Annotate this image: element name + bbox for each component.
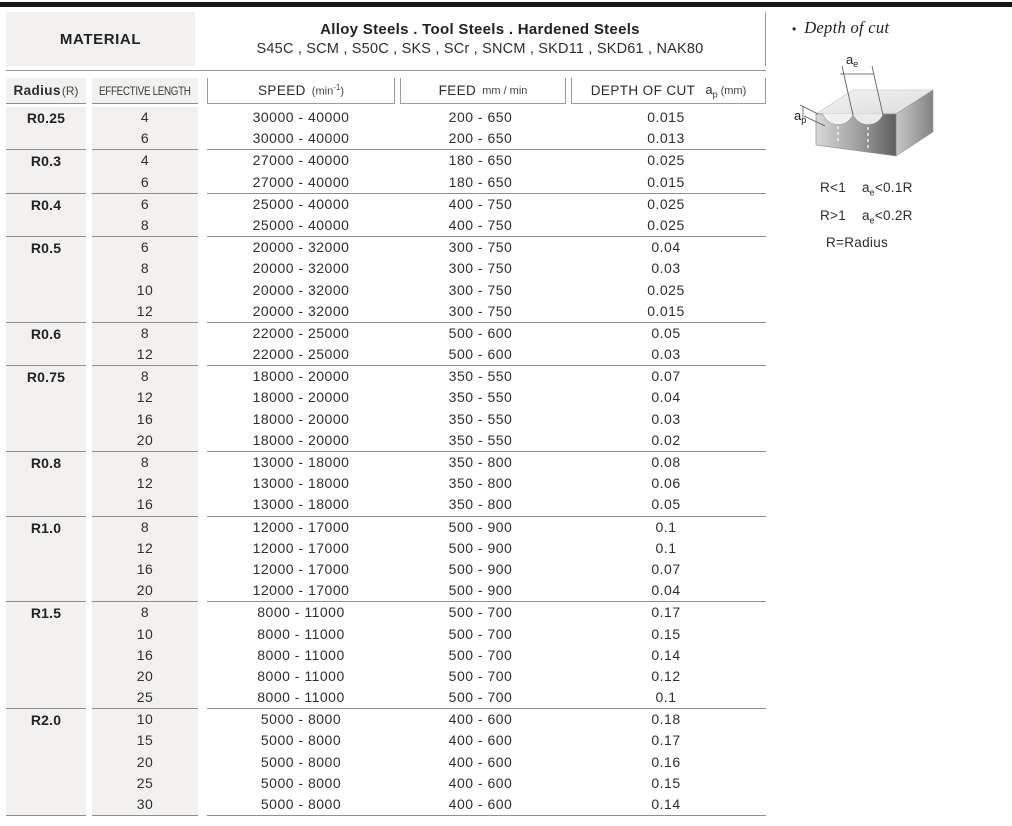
feed-cell: 350 - 800 xyxy=(448,454,513,470)
note-r-less-1: R<1 $a_e<0.1R$ xyxy=(820,180,913,198)
depth-of-cut-cell: 0.1 xyxy=(655,539,677,556)
effective-length-cell: 16 xyxy=(136,646,154,663)
table-row xyxy=(207,752,766,773)
feed-cell: 200 - 650 xyxy=(448,130,513,147)
radius-group xyxy=(6,365,766,451)
effective-length-cell: 10 xyxy=(136,281,154,298)
effective-length-cell: 8 xyxy=(140,604,150,621)
effective-length-column xyxy=(92,236,198,322)
column-header-feed: FEED mm / min xyxy=(400,78,566,104)
column-gap xyxy=(198,149,207,192)
feed-cell: 300 - 750 xyxy=(448,239,513,256)
table-row xyxy=(207,580,766,601)
column-gap xyxy=(198,516,207,602)
material-steel-types: Alloy Steels . Tool Steels . Hardened Steels xyxy=(320,21,640,38)
radius-group xyxy=(6,236,766,322)
effective-length-cell: 8 xyxy=(140,260,150,277)
table-row xyxy=(207,666,766,687)
speed-cell: 8000 - 11000 xyxy=(257,604,345,621)
depth-of-cut-cell: 0.16 xyxy=(651,753,681,770)
feed-cell: 500 - 900 xyxy=(448,582,513,599)
feed-cell: 400 - 750 xyxy=(448,216,513,233)
depth-of-cut-cell: 0.013 xyxy=(647,130,685,147)
feed-cell: 350 - 550 xyxy=(448,431,513,448)
effective-length-cell: 4 xyxy=(140,109,150,125)
speed-cell: 12000 - 17000 xyxy=(252,539,350,556)
depth-of-cut-notes xyxy=(820,180,1008,225)
column-header-row xyxy=(6,78,766,104)
table-row xyxy=(207,215,766,236)
feed-cell: 400 - 600 xyxy=(448,711,513,728)
speed-cell: 8000 - 11000 xyxy=(257,689,345,706)
table-body xyxy=(6,107,766,817)
speed-cell: 5000 - 8000 xyxy=(260,796,342,812)
radius-cell: R2.0 xyxy=(6,708,86,815)
depth-of-cut-cell: 0.015 xyxy=(647,173,685,190)
table-row xyxy=(207,494,766,515)
radius-cell: R1.5 xyxy=(6,601,86,708)
speed-cell: 18000 - 20000 xyxy=(252,410,350,427)
table-row xyxy=(207,323,766,344)
effective-length-cell: 12 xyxy=(136,389,154,406)
depth-of-cut-cell: 0.1 xyxy=(655,689,677,706)
effective-length-cell: 20 xyxy=(136,582,154,599)
effective-length-cell: 6 xyxy=(140,130,150,147)
material-label: MATERIAL xyxy=(6,12,195,66)
depth-of-cut-diagram xyxy=(794,52,954,170)
speed-cell: 8000 - 11000 xyxy=(257,667,345,684)
effective-length-cell: 8 xyxy=(140,216,150,233)
table-row xyxy=(207,344,766,365)
effective-length-cell: 25 xyxy=(136,689,154,706)
effective-length-cell: 12 xyxy=(136,475,154,492)
feed-cell: 300 - 750 xyxy=(448,281,513,298)
feed-cell: 180 - 650 xyxy=(448,152,513,169)
table-row xyxy=(207,794,766,815)
depth-of-cut-cell: 0.02 xyxy=(651,431,681,448)
depth-of-cut-cell: 0.15 xyxy=(651,625,681,642)
radius-group xyxy=(6,149,766,192)
speed-cell: 12000 - 17000 xyxy=(252,582,350,599)
feed-cell: 400 - 750 xyxy=(448,195,513,212)
speed-cell: 8000 - 11000 xyxy=(257,625,345,642)
data-columns xyxy=(207,193,766,236)
depth-of-cut-cell: 0.18 xyxy=(651,711,681,728)
depth-of-cut-cell: 0.03 xyxy=(651,260,681,277)
table-row xyxy=(207,624,766,645)
speed-cell: 5000 - 8000 xyxy=(260,774,342,791)
material-steel-grades: S45C , SCM , S50C , SKS , SCr , SNCM , SKD11 , SKD61 , NAK80 xyxy=(256,41,704,57)
column-header-depth-of-cut: DEPTH OF CUT $a_p$ (mm) xyxy=(571,78,766,104)
radius-group xyxy=(6,107,766,149)
table-row xyxy=(207,538,766,559)
effective-length-cell: 10 xyxy=(136,625,154,642)
column-gap xyxy=(198,451,207,516)
depth-of-cut-cell: 0.04 xyxy=(651,389,681,406)
feed-cell: 500 - 700 xyxy=(448,646,513,663)
depth-of-cut-title: Depth of cut xyxy=(804,18,890,37)
feed-cell: 350 - 550 xyxy=(448,368,513,385)
table-row xyxy=(207,430,766,451)
material-header-row xyxy=(6,12,766,66)
effective-length-cell: 8 xyxy=(140,454,150,470)
speed-cell: 20000 - 32000 xyxy=(252,239,350,256)
feed-cell: 350 - 550 xyxy=(448,389,513,406)
ae-label: $a_e$ xyxy=(846,52,859,69)
radius-cell: R0.6 xyxy=(6,322,86,365)
material-values xyxy=(195,12,766,66)
data-columns xyxy=(207,149,766,192)
data-columns xyxy=(207,365,766,451)
radius-group xyxy=(6,193,766,236)
depth-of-cut-cell: 0.05 xyxy=(651,496,681,513)
speed-cell: 5000 - 8000 xyxy=(260,732,342,749)
speed-cell: 13000 - 18000 xyxy=(252,496,350,513)
effective-length-column xyxy=(92,601,198,708)
bullet-icon: • xyxy=(792,22,797,36)
feed-cell: 400 - 600 xyxy=(448,774,513,791)
effective-length-cell: 8 xyxy=(140,368,150,385)
column-gap xyxy=(198,107,207,149)
column-gap xyxy=(198,236,207,322)
effective-length-cell: 4 xyxy=(140,152,150,169)
feed-cell: 500 - 900 xyxy=(448,560,513,577)
depth-of-cut-cell: 0.025 xyxy=(647,281,685,298)
table-row xyxy=(207,301,766,322)
effective-length-cell: 6 xyxy=(140,195,150,212)
depth-of-cut-cell: 0.03 xyxy=(651,346,681,363)
feed-cell: 500 - 600 xyxy=(448,324,513,341)
feed-cell: 400 - 600 xyxy=(448,732,513,749)
radius-cell: R1.0 xyxy=(6,516,86,602)
table-row xyxy=(207,107,766,128)
depth-of-cut-cell: 0.17 xyxy=(651,604,681,621)
effective-length-cell: 8 xyxy=(140,518,150,535)
effective-length-cell: 20 xyxy=(136,667,154,684)
speed-cell: 20000 - 32000 xyxy=(252,281,350,298)
effective-length-cell: 20 xyxy=(136,431,154,448)
data-columns xyxy=(207,107,766,149)
radius-definition-note: R=Radius xyxy=(826,235,889,251)
effective-length-cell: 10 xyxy=(136,711,154,728)
effective-length-column xyxy=(92,516,198,602)
speed-cell: 25000 - 40000 xyxy=(252,195,350,212)
depth-of-cut-panel xyxy=(788,18,1008,250)
speed-cell: 18000 - 20000 xyxy=(252,431,350,448)
depth-of-cut-cell: 0.07 xyxy=(651,368,681,385)
note-r-greater-1: R>1 $a_e<0.2R$ xyxy=(820,207,913,226)
column-header-radius: Radius (R) xyxy=(6,78,86,104)
feed-cell: 180 - 650 xyxy=(448,173,513,190)
depth-of-cut-cell: 0.14 xyxy=(651,646,681,663)
feed-cell: 400 - 600 xyxy=(448,753,513,770)
effective-length-column xyxy=(92,107,198,149)
radius-cell: R0.3 xyxy=(6,149,86,192)
speed-cell: 18000 - 20000 xyxy=(252,368,350,385)
material-divider xyxy=(6,70,766,71)
effective-length-cell: 12 xyxy=(136,302,154,319)
depth-of-cut-cell: 0.025 xyxy=(647,152,685,169)
effective-length-cell: 6 xyxy=(140,173,150,190)
radius-group xyxy=(6,708,766,815)
feed-cell: 500 - 700 xyxy=(448,667,513,684)
radius-cell: R0.5 xyxy=(6,236,86,322)
effective-length-cell: 6 xyxy=(140,239,150,256)
feed-cell: 500 - 900 xyxy=(448,518,513,535)
table-row xyxy=(207,128,766,149)
feed-cell: 500 - 700 xyxy=(448,689,513,706)
table-row xyxy=(207,280,766,301)
depth-of-cut-heading xyxy=(788,18,1008,38)
table-row xyxy=(207,559,766,580)
radius-cell: R0.8 xyxy=(6,451,86,516)
data-columns xyxy=(207,322,766,365)
depth-of-cut-cell: 0.08 xyxy=(651,454,681,470)
feed-cell: 500 - 700 xyxy=(448,625,513,642)
data-columns xyxy=(207,708,766,815)
depth-of-cut-cell: 0.17 xyxy=(651,732,681,749)
data-columns xyxy=(207,451,766,516)
data-columns xyxy=(207,601,766,708)
feed-cell: 500 - 900 xyxy=(448,539,513,556)
effective-length-column xyxy=(92,322,198,365)
table-row xyxy=(207,387,766,408)
speed-cell: 27000 - 40000 xyxy=(252,173,350,190)
speed-cell: 25000 - 40000 xyxy=(252,216,350,233)
speed-cell: 20000 - 32000 xyxy=(252,260,350,277)
effective-length-cell: 16 xyxy=(136,560,154,577)
speed-cell: 12000 - 17000 xyxy=(252,560,350,577)
depth-of-cut-cell: 0.1 xyxy=(655,518,677,535)
column-gap xyxy=(198,322,207,365)
depth-of-cut-cell: 0.03 xyxy=(651,410,681,427)
speed-cell: 30000 - 40000 xyxy=(252,130,350,147)
effective-length-cell: 12 xyxy=(136,539,154,556)
table-row xyxy=(207,730,766,751)
feed-cell: 350 - 800 xyxy=(448,475,513,492)
radius-group xyxy=(6,601,766,708)
table-row xyxy=(207,194,766,215)
top-rule-bar xyxy=(0,2,1012,7)
table-row xyxy=(207,237,766,258)
speed-cell: 22000 - 25000 xyxy=(252,346,350,363)
table-row xyxy=(207,687,766,708)
speed-cell: 5000 - 8000 xyxy=(260,711,342,728)
depth-of-cut-cell: 0.015 xyxy=(647,109,685,125)
depth-of-cut-cell: 0.06 xyxy=(651,475,681,492)
column-header-effective-length: EFFECTIVE LENGTH xyxy=(92,78,198,104)
speed-cell: 5000 - 8000 xyxy=(260,753,342,770)
table-row xyxy=(207,366,766,387)
feed-cell: 350 - 800 xyxy=(448,496,513,513)
effective-length-column xyxy=(92,708,198,815)
effective-length-cell: 20 xyxy=(136,753,154,770)
effective-length-column xyxy=(92,451,198,516)
table-row xyxy=(207,602,766,623)
feed-cell: 350 - 550 xyxy=(448,410,513,427)
table-row xyxy=(207,773,766,794)
column-gap xyxy=(198,601,207,708)
effective-length-cell: 16 xyxy=(136,410,154,427)
cutting-conditions-table xyxy=(6,12,766,817)
speed-cell: 13000 - 18000 xyxy=(252,454,350,470)
speed-cell: 30000 - 40000 xyxy=(252,109,350,125)
effective-length-column xyxy=(92,193,198,236)
table-row xyxy=(207,473,766,494)
depth-of-cut-cell: 0.15 xyxy=(651,774,681,791)
effective-length-cell: 30 xyxy=(136,796,154,812)
data-columns xyxy=(207,516,766,602)
depth-of-cut-cell: 0.04 xyxy=(651,582,681,599)
speed-cell: 13000 - 18000 xyxy=(252,475,350,492)
table-row xyxy=(207,258,766,279)
effective-length-cell: 12 xyxy=(136,346,154,363)
radius-cell: R0.75 xyxy=(6,365,86,451)
feed-cell: 400 - 600 xyxy=(448,796,513,812)
radius-group xyxy=(6,451,766,516)
depth-of-cut-cell: 0.025 xyxy=(647,216,685,233)
speed-cell: 22000 - 25000 xyxy=(252,324,350,341)
depth-of-cut-cell: 0.07 xyxy=(651,560,681,577)
feed-cell: 500 - 700 xyxy=(448,604,513,621)
data-columns xyxy=(207,236,766,322)
depth-of-cut-cell: 0.04 xyxy=(651,239,681,256)
column-header-speed: SPEED $(\min^{-1})$ xyxy=(207,78,395,104)
depth-of-cut-cell: 0.015 xyxy=(647,302,685,319)
speed-cell: 8000 - 11000 xyxy=(257,646,345,663)
table-row xyxy=(207,709,766,730)
effective-length-column xyxy=(92,149,198,192)
effective-length-cell: 15 xyxy=(136,732,154,749)
speed-cell: 27000 - 40000 xyxy=(252,152,350,169)
table-row xyxy=(207,517,766,538)
table-row xyxy=(207,172,766,193)
radius-cell: R0.4 xyxy=(6,193,86,236)
feed-cell: 300 - 750 xyxy=(448,302,513,319)
table-row xyxy=(207,452,766,473)
speed-cell: 18000 - 20000 xyxy=(252,389,350,406)
radius-group xyxy=(6,516,766,602)
effective-length-cell: 25 xyxy=(136,774,154,791)
radius-cell: R0.25 xyxy=(6,107,86,149)
feed-cell: 300 - 750 xyxy=(448,260,513,277)
feed-cell: 500 - 600 xyxy=(448,346,513,363)
table-row xyxy=(207,150,766,171)
depth-of-cut-cell: 0.14 xyxy=(651,796,681,812)
feed-cell: 200 - 650 xyxy=(448,109,513,125)
table-row xyxy=(207,409,766,430)
radius-group xyxy=(6,322,766,365)
effective-length-column xyxy=(92,365,198,451)
effective-length-cell: 8 xyxy=(140,324,150,341)
depth-of-cut-cell: 0.12 xyxy=(651,667,681,684)
depth-of-cut-cell: 0.05 xyxy=(651,324,681,341)
table-row xyxy=(207,645,766,666)
speed-cell: 12000 - 17000 xyxy=(252,518,350,535)
column-gap xyxy=(198,708,207,815)
table-bottom-rule xyxy=(6,815,766,817)
effective-length-cell: 16 xyxy=(136,496,154,513)
ap-label: $a_p$ xyxy=(794,108,807,125)
column-gap xyxy=(198,193,207,236)
depth-of-cut-cell: 0.025 xyxy=(647,195,685,212)
speed-cell: 20000 - 32000 xyxy=(252,302,350,319)
column-gap xyxy=(198,365,207,451)
